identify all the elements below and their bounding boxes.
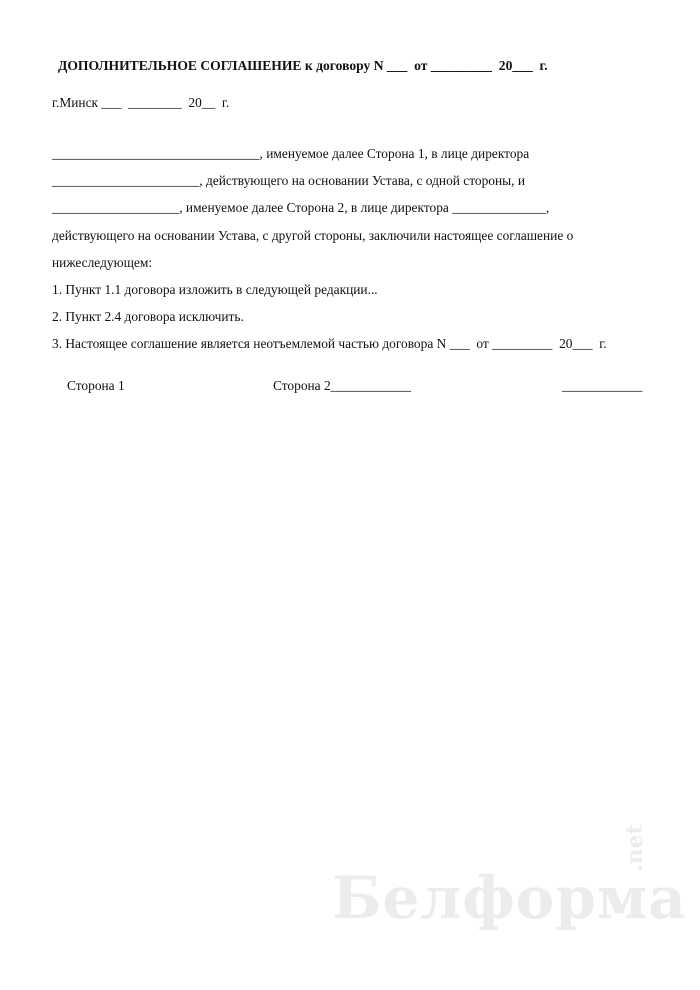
- list-item-1: 1. Пункт 1.1 договора изложить в следующей редакции...: [52, 282, 378, 297]
- paragraph-line-5: нижеследующем:: [52, 255, 153, 270]
- signature-party-1: Сторона 1: [67, 378, 125, 393]
- list-item-2: 2. Пункт 2.4 договора исключить.: [52, 309, 244, 324]
- paragraph-line-3: ___________________, именуемое далее Сторона 2, в лице директора ______________,: [52, 200, 550, 215]
- document-title: ДОПОЛНИТЕЛЬНОЕ СОГЛАШЕНИЕ к договору N ___ от _________ 20___ г.: [58, 58, 548, 73]
- list-item-3: 3. Настоящее соглашение является неотъемлемой частью договора N ___ от _________ 20___ г.: [52, 336, 607, 351]
- belforma-watermark: Белформа: [332, 864, 687, 932]
- belforma-watermark-suffix: .net: [622, 824, 648, 872]
- city-date-line: г.Минск ___ ________ 20__ г.: [52, 95, 230, 110]
- signature-blank-line: ____________: [562, 378, 643, 393]
- paragraph-line-1: _______________________________, именуемое далее Сторона 1, в лице директора: [52, 146, 530, 161]
- paragraph-line-4: действующего на основании Устава, с другой стороны, заключили настоящее соглашение о: [52, 228, 574, 243]
- signature-party-2: Сторона 2____________: [273, 378, 412, 393]
- paragraph-line-2: ______________________, действующего на основании Устава, с одной стороны, и: [52, 173, 526, 188]
